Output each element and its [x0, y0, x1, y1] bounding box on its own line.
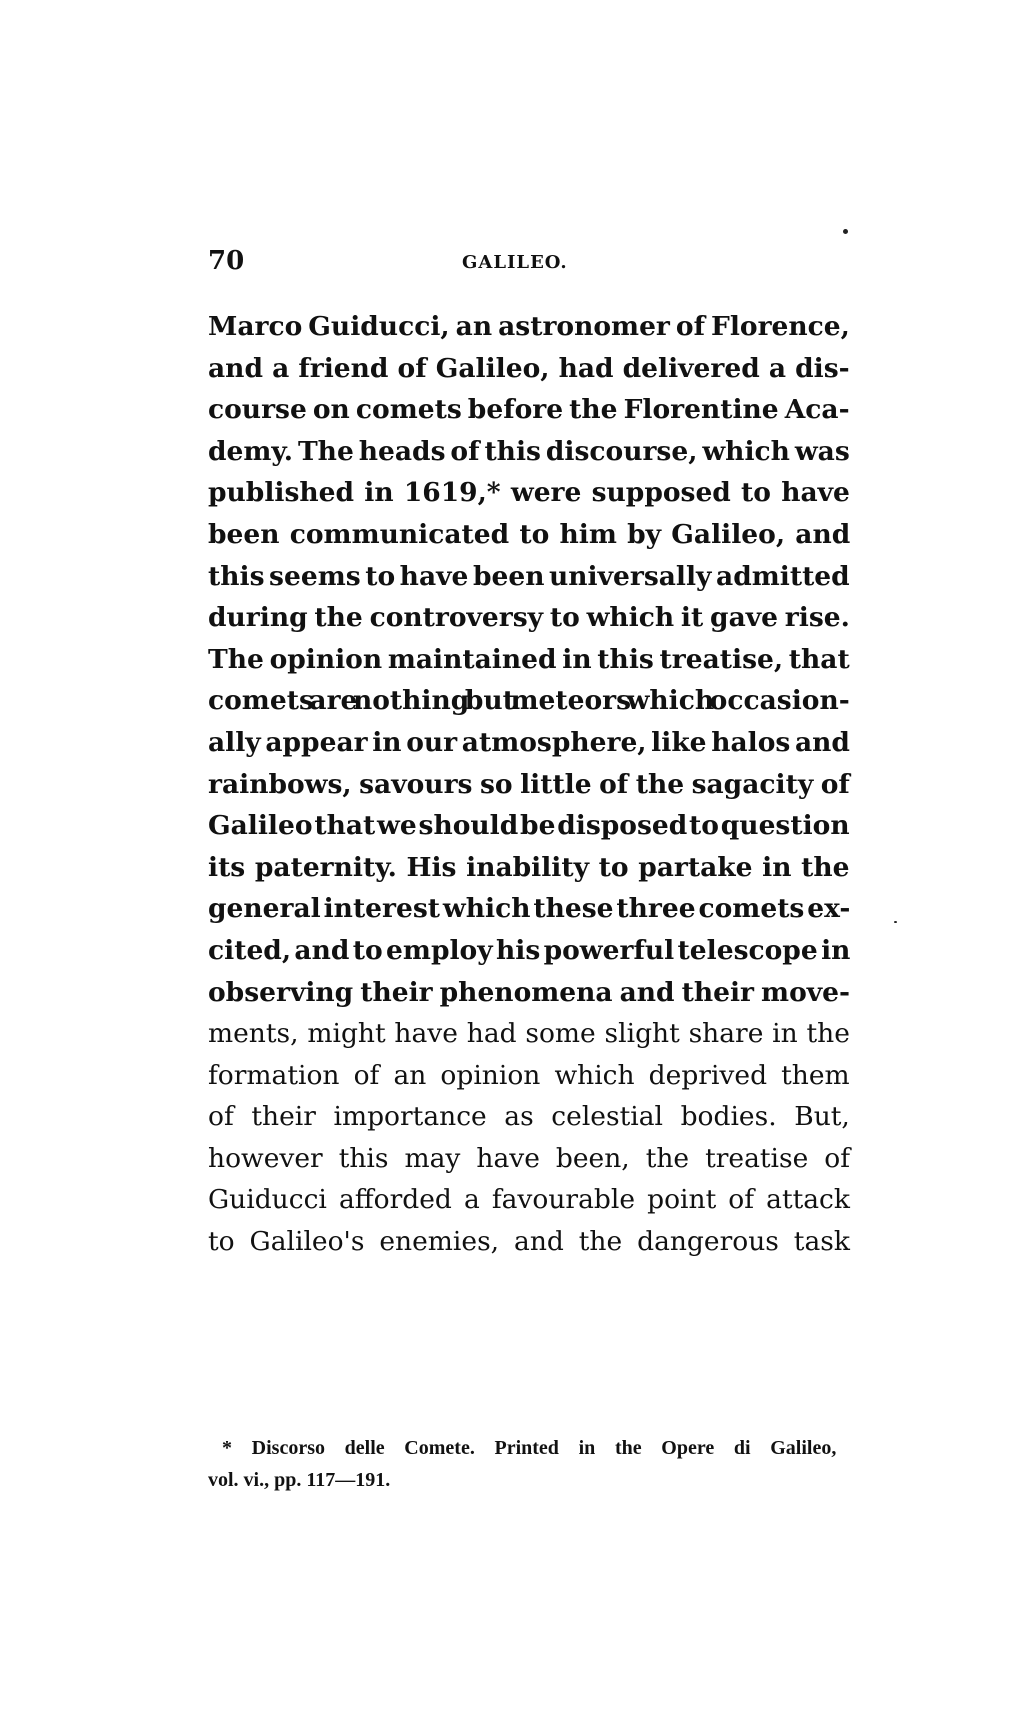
text-line: however this may have been, the treatise of [208, 1142, 851, 1174]
footnote [208, 1432, 850, 1496]
text-line: comets are nothing but meteors which occasion- [208, 685, 850, 717]
text-line: of their importance as celestial bodies. But, [208, 1101, 850, 1133]
text-line: during the controversy to which it gave rise. [208, 602, 850, 634]
running-title: GALILEO. [462, 252, 568, 273]
running-head [208, 246, 850, 282]
text-line: general interest which these three comets ex- [208, 893, 851, 925]
text-line: and a friend of Galileo, had delivered a dis- [208, 352, 850, 384]
text-line: Galileo that we should be disposed to question [208, 810, 850, 842]
body-text [208, 306, 850, 1263]
text-line: ments, might have had some slight share in the [208, 1018, 850, 1050]
text-line: its paternity. His inability to partake in the [208, 851, 850, 883]
text-line: been communicated to him by Galileo, and [208, 518, 851, 550]
page-number: 70 [208, 246, 245, 276]
text-line: rainbows, savours so little of the sagacity of [208, 768, 850, 800]
text-line: Guiducci afforded a favourable point of attack [208, 1184, 850, 1216]
text-line: published in 1619,* were supposed to have [208, 477, 850, 509]
text-line: formation of an opinion which deprived them [208, 1059, 850, 1091]
print-speck [894, 921, 897, 923]
text-line: this seems to have been universally admitted [208, 560, 850, 592]
text-line: Marco Guiducci, an astronomer of Florence, [208, 311, 850, 342]
print-speck [843, 229, 848, 234]
footnote-line: * Discorso delle Comete. Printed in the Opere di Galileo, [222, 1437, 837, 1459]
footnote-line: vol. vi., pp. 117—191. [208, 1469, 391, 1491]
text-line: demy. The heads of this discourse, which was [208, 435, 850, 467]
text-line: observing their phenomena and their move- [208, 976, 851, 1008]
text-line: to Galileo's enemies, and the dangerous task [208, 1226, 850, 1258]
text-line: cited, and to employ his powerful telescope in [208, 934, 851, 966]
text-line: ally appear in our atmosphere, like halos and [208, 726, 850, 758]
text-line: course on comets before the Florentine Aca- [208, 394, 850, 426]
text-line: The opinion maintained in this treatise, that [208, 643, 850, 675]
